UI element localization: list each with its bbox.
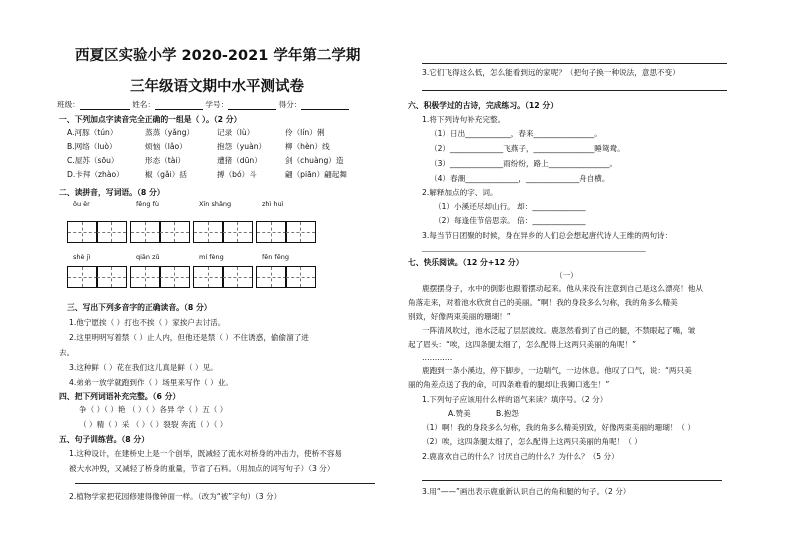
passage-ellipsis: …………	[422, 353, 453, 362]
exam-title-line1: 西夏区实验小学 2020-2021 学年第二学期	[75, 48, 361, 64]
option-cell: 柳（hèn）线	[285, 142, 330, 151]
grid-divider	[194, 232, 223, 233]
tianzige-box[interactable]	[256, 221, 287, 243]
tianzige-box[interactable]	[159, 221, 190, 243]
grid-divider	[97, 277, 126, 278]
answer-line[interactable]	[422, 480, 722, 481]
option-cell: B.网络（luò）	[67, 142, 117, 151]
pinyin-label: ōu ěr	[73, 200, 90, 208]
answer-line[interactable]	[422, 90, 727, 91]
pinyin-label: shè jì	[73, 253, 91, 261]
grid-divider	[160, 232, 189, 233]
tianzige-box[interactable]	[193, 266, 224, 288]
tianzige-box[interactable]	[96, 221, 127, 243]
number-label: 学号：	[205, 100, 229, 109]
passage-number: （一）	[555, 271, 578, 280]
s6-sub2: 2.解释加点的字、词。	[422, 188, 498, 197]
poem-3: （3）______________雨纷纷，路上________________。	[430, 159, 618, 168]
poem-2: （2）______________飞燕子，________________睡鸳鸯。	[430, 144, 625, 153]
option-cell: D.卡拜（zhào）	[67, 170, 124, 179]
passage-p2-l1: 一阵清风吹过，池水泛起了层层波纹。鹿忽然看到了自己的腿，不禁眼起了嘴，皱	[422, 326, 696, 335]
grid-divider	[286, 277, 315, 278]
section-1-heading: 一、下列加点字读音完全正确的一组是（ ）。（2 分）	[59, 115, 242, 124]
word-2: （2）每逢佳节倍思亲。 倍：______________	[434, 216, 586, 225]
s4-line-2: （ ）精（ ）采 （ ）（ ）裂裂 奔流（ ）（ ）	[79, 420, 228, 429]
s3-line-1: 1.他宁愿挨（ ）打也不挨（ ）家挨户去讨活。	[69, 318, 226, 327]
s6-sub1: 1.将下列诗句补充完整。	[422, 115, 506, 124]
poem-1: （1）日出____________，春来________________。	[430, 129, 602, 138]
option-b: B.抱怨	[496, 409, 519, 418]
section-3-heading: 三、写出下列多音字的正确读音。（8 分）	[67, 303, 212, 312]
score-label: 得分：	[278, 100, 302, 109]
s3-line-2: 2.这里明明写着禁（ ）止人内，但他还是禁（ ）不住诱惑，偷偷溜了进	[69, 333, 309, 342]
right-column	[400, 0, 770, 549]
tianzige-box[interactable]	[96, 266, 127, 288]
option-cell: 烦恼（lǎo）	[145, 142, 187, 151]
passage-p1-l2: 角落走来，对着池水欣赏自己的美丽。“啊！我的身段多么匀称，我的角多么精美	[408, 298, 678, 307]
pinyin-label: fēng fù	[136, 200, 160, 208]
option-cell: 记录（lù）	[217, 128, 255, 137]
word-1: （1）小溪还尽却山行。 却：______________	[434, 202, 586, 211]
pinyin-label: zhì huì	[262, 200, 284, 208]
s6-sub3: 3.每当节日团聚的时候，身在异乡的人们总会想起唐代诗人王维的两句诗：	[422, 231, 673, 240]
name-field[interactable]	[155, 101, 203, 110]
grid-divider	[97, 232, 126, 233]
option-cell: 剑（chuàng）造	[285, 156, 344, 165]
tianzige-box[interactable]	[159, 266, 190, 288]
tianzige-box[interactable]	[130, 221, 161, 243]
s4-line-1: 争（ ）（ ）艳 （ ）（ ）各异 学（ ）五（ ）	[79, 405, 228, 414]
r7-q1: 1.下列句子应该用什么样的语气来读？填序号。（2 分）	[422, 395, 608, 404]
grid-divider	[68, 232, 97, 233]
grid-divider	[160, 277, 189, 278]
class-label: 班级：	[57, 100, 80, 109]
passage-p2-l2: 起了眉头：“唉，这四条腿太细了，怎么配得上这两只美丽的角呢！”	[408, 340, 637, 349]
grid-divider	[131, 277, 160, 278]
option-cell: 形态（tài）	[145, 156, 186, 165]
s3-line-5: 4.弟弟一放学就跑到作（ ）场里来写作（ ）业。	[69, 378, 233, 387]
passage-p1-l1: 鹿摆摆身子，水中的倒影也跟着摆动起来。他从来没有注意到自己是这么漂亮！他从	[422, 284, 703, 293]
s5-q1-line-b: 被大水冲毁，又减轻了桥身的重量，节省了石料。（用加点的词写句子）（3 分）	[69, 464, 335, 473]
section-6-heading: 六、积极学过的古诗，完成练习。（12 分）	[408, 101, 559, 110]
option-cell: A.河豚（tún）	[67, 128, 118, 137]
r7-q1-item-2: （2）唉，这四条腿太细了，怎么配得上这两只美丽的角呢！（ ）	[422, 437, 642, 446]
poem-4: （4）春潮______________，______________舟自横。	[430, 174, 610, 183]
s3-line-3: 去。	[59, 348, 75, 357]
r7-q1-item-1: （1）啊！我的身段多么匀称，我的角多么精美别致，好像两束美丽的珊瑚！（ ）	[422, 423, 696, 432]
s5-q2: 2.植物学家把花园修建得像钟面一样。（改为“被”字句）（3 分）	[69, 492, 282, 501]
section-4-heading: 四、把下列词语补充完整。（6 分）	[59, 392, 181, 401]
passage-p1-l3: 别致，好像两束美丽的珊瑚！”	[408, 312, 511, 321]
pinyin-label: Xīn shǎng	[199, 200, 232, 208]
answer-line[interactable]	[75, 483, 375, 484]
tianzige-box[interactable]	[285, 221, 316, 243]
option-cell: C.屋苏（sōu）	[67, 156, 119, 165]
grid-divider	[68, 277, 97, 278]
option-cell: 遭猪（dūn）	[217, 156, 262, 165]
option-a: A.赞美	[448, 409, 471, 418]
r-q3: 3.它们飞得这么低，怎么能看到远的家呢？（把句子换一种说法，意思不变）	[422, 68, 680, 77]
s3-line-4: 3.这种鲜（ ）花在我们这儿真是鲜（ ）见。	[69, 363, 218, 372]
option-cell: 翩（piān）翩起舞	[285, 170, 347, 179]
tianzige-box[interactable]	[256, 266, 287, 288]
number-field[interactable]	[228, 101, 276, 110]
s5-q1-line-a: 1.这种设计，在建桥史上是一个创举，既减轻了流水对桥身的冲击力，使桥不容易	[69, 449, 343, 458]
tianzige-box[interactable]	[67, 221, 98, 243]
tianzige-box[interactable]	[285, 266, 316, 288]
pinyin-label: qiān zǔ	[136, 253, 160, 261]
r7-q3: 3.用“——”画出表示鹿重新认识自己的角和腿的句子。（2 分）	[422, 487, 631, 496]
grid-divider	[131, 232, 160, 233]
answer-line[interactable]	[422, 63, 727, 64]
tianzige-box[interactable]	[222, 266, 253, 288]
s6-blank-line[interactable]: ______________________________________________________________________	[422, 244, 646, 252]
section-5-heading: 五、句子训练营。（8 分）	[59, 435, 150, 444]
grid-divider	[257, 277, 286, 278]
name-label: 姓名：	[132, 100, 155, 109]
left-column	[45, 0, 415, 549]
section-7-heading: 七、快乐阅读。（12 分+12 分）	[408, 258, 524, 267]
grid-divider	[223, 277, 252, 278]
grid-divider	[257, 232, 286, 233]
pinyin-label: mí fèng	[199, 253, 224, 261]
tianzige-box[interactable]	[193, 221, 224, 243]
exam-title-line2: 三年级语文期中水平测试卷	[130, 79, 304, 95]
option-cell: 蒸蒸（yǎng）	[145, 128, 195, 137]
tianzige-box[interactable]	[67, 266, 98, 288]
grid-divider	[286, 232, 315, 233]
option-cell: 搏（bó）斗	[217, 170, 257, 179]
option-cell: 伶（lín）俐	[285, 128, 325, 137]
pinyin-label: fēn fēng	[262, 253, 290, 261]
tianzige-box[interactable]	[130, 266, 161, 288]
option-cell: 椒（gǎi）括	[145, 170, 187, 179]
passage-p3-l2: 丽的角差点送了我的命，可四条难看的腿却让我狮口逃生！”	[408, 380, 610, 389]
section-2-heading: 二、读拼音，写词语。（8 分）	[59, 188, 165, 197]
r7-q2: 2.鹿喜欢自己的什么？讨厌自己的什么？为什么？（5 分）	[422, 452, 619, 461]
option-cell: 抱怨（yuàn）	[217, 142, 267, 151]
score-field[interactable]	[301, 101, 349, 110]
grid-divider	[194, 277, 223, 278]
grid-divider	[223, 232, 252, 233]
passage-p3-l1: 鹿跑到一条小溪边，停下脚步，一边喘气，一边休息。他叹了口气，说：“两只美	[422, 366, 692, 375]
tianzige-box[interactable]	[222, 221, 253, 243]
student-info-row	[57, 100, 349, 110]
class-field[interactable]	[80, 101, 130, 110]
